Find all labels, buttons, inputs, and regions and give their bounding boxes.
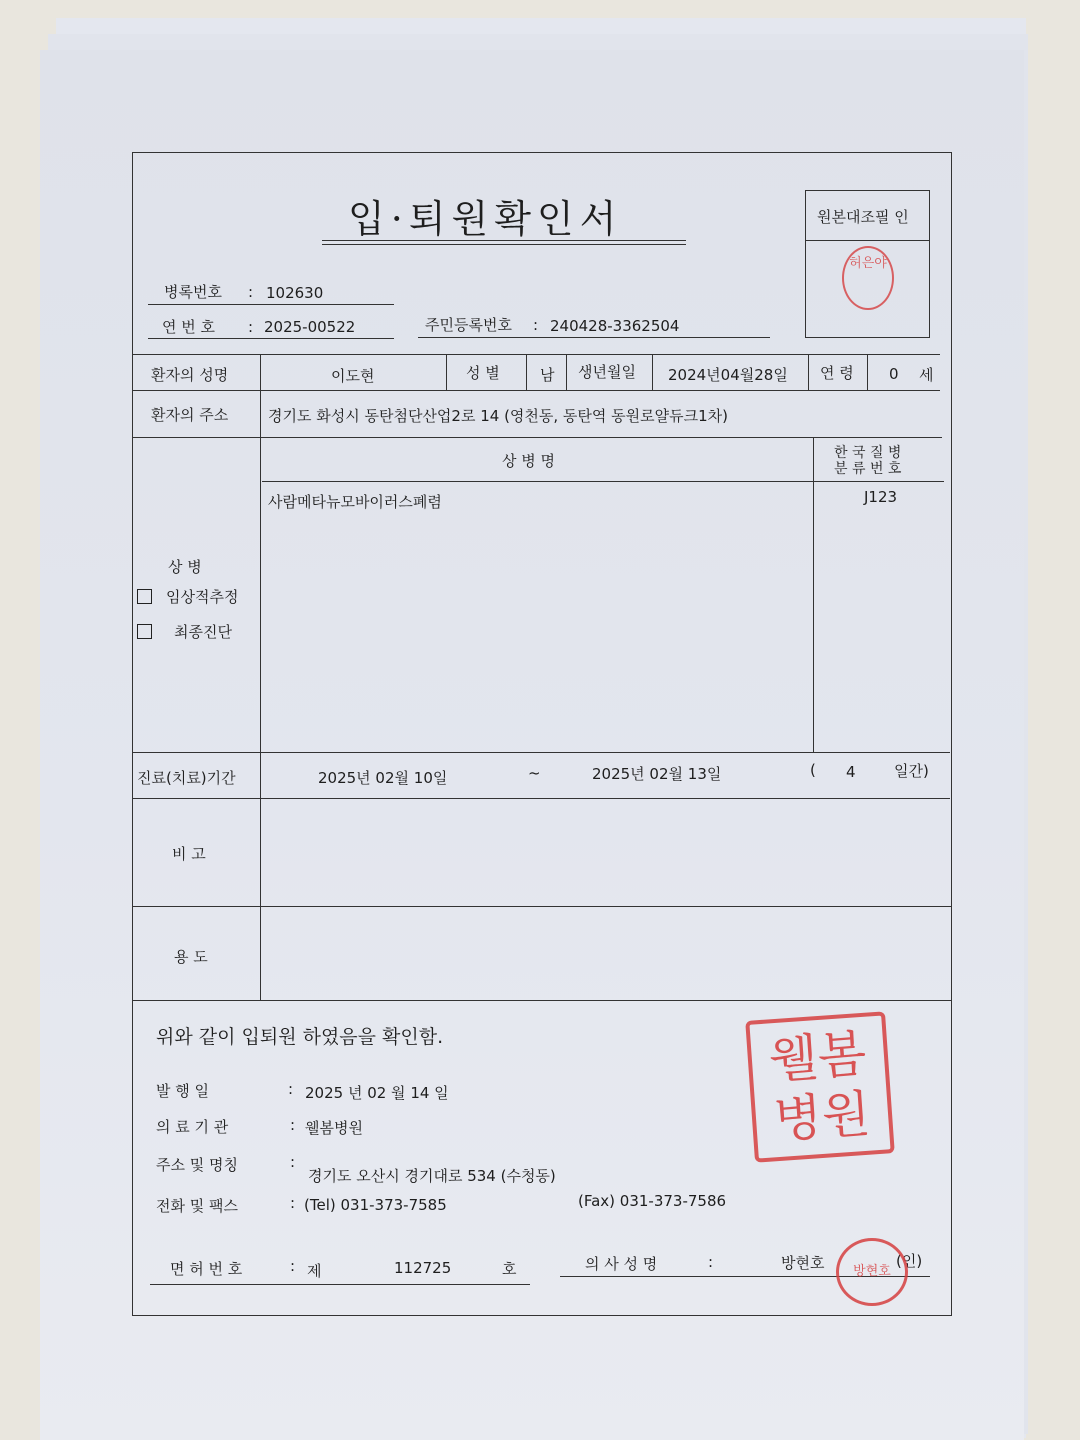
license-number: 112725: [394, 1259, 452, 1277]
treatment-to: 2025년 02월 13일: [592, 765, 722, 783]
institution-name: 웰봄병원: [305, 1119, 363, 1137]
dob-value-divider: [808, 354, 809, 390]
seal-mark: (인): [896, 1252, 923, 1270]
phone-fax-label: 전화 및 팩스: [156, 1197, 238, 1215]
disease-code: J123: [864, 488, 898, 506]
address-label: 환자의 주소: [151, 406, 229, 424]
disease-code-header-2: 분 류 번 호: [834, 461, 902, 477]
issue-date: 2025 년 02 월 14 일: [305, 1084, 449, 1102]
serial-no-underline: [148, 338, 394, 339]
record-no-label: 병록번호: [164, 283, 222, 301]
treatment-period-label: 진료(치료)기간: [137, 769, 236, 787]
final-diagnosis-label: 최종진단: [174, 623, 232, 641]
record-no-underline: [148, 304, 394, 305]
license-suffix: 호: [502, 1260, 517, 1278]
resident-no-colon: :: [533, 316, 539, 334]
disease-code-header-1: 한 국 질 병: [834, 445, 902, 461]
issue-date-label: 발 행 일: [156, 1082, 210, 1100]
document-title: 입·퇴원확인서: [348, 197, 623, 241]
doctor-name-label: 의 사 성 명: [585, 1255, 658, 1273]
serial-no-label: 연 번 호: [162, 318, 216, 336]
hospital-seal: 웰봄병원: [745, 1011, 895, 1162]
doctor-name: 방현호: [781, 1254, 825, 1272]
title-underline: [322, 240, 686, 241]
age-label-divider: [867, 354, 868, 390]
license-no-colon: :: [290, 1257, 296, 1275]
disease-name: 사람메타뉴모바이러스폐렴: [268, 493, 442, 511]
confirmation-statement: 위와 같이 입퇴원 하였음을 확인함.: [156, 1026, 444, 1048]
fax-number: (Fax) 031-373-7586: [578, 1192, 727, 1210]
clinical-estimate-label: 임상적추정: [166, 588, 239, 606]
institution-colon: :: [290, 1116, 296, 1134]
age-label: 연 령: [820, 364, 854, 382]
address-value: 경기도 화성시 동탄첨단산업2로 14 (영천동, 동탄역 동원로얄듀크1차): [268, 407, 728, 425]
sex-label: 성 별: [466, 364, 500, 382]
license-prefix: 제: [307, 1262, 322, 1280]
row-line-3: [132, 437, 942, 438]
dob-value: 2024년04월28일: [668, 366, 788, 384]
diagnosis-section-label: 상 병: [168, 558, 202, 576]
age-value: 0: [889, 365, 899, 383]
sex-label-divider: [526, 354, 527, 390]
serial-no-value: 2025-00522: [264, 318, 356, 336]
record-no-value: 102630: [266, 284, 324, 302]
resident-no-value: 240428-3362504: [550, 317, 680, 335]
patient-name: 이도현: [331, 367, 375, 385]
resident-no-underline: [418, 337, 770, 338]
serial-no-colon: :: [248, 318, 254, 336]
resident-no-label: 주민등록번호: [425, 316, 512, 334]
institution-label: 의 료 기 관: [156, 1118, 229, 1136]
row-line-2: [132, 390, 940, 391]
row-line-7: [132, 1000, 952, 1001]
verification-box-divider: [805, 240, 930, 241]
days-open-paren: (: [810, 761, 816, 779]
treatment-days: 4: [846, 763, 856, 781]
treatment-tilde: ~: [528, 764, 541, 782]
patient-name-label: 환자의 성명: [151, 366, 229, 384]
tel-number: (Tel) 031-373-7585: [304, 1196, 447, 1214]
doctor-seal: 방현호: [836, 1238, 908, 1306]
hospital-address-colon: :: [290, 1153, 296, 1171]
disease-name-header: 상 병 명: [502, 452, 556, 470]
name-col-divider: [446, 354, 447, 390]
treatment-days-unit: 일간): [894, 762, 929, 780]
hospital-address-label: 주소 및 명칭: [156, 1156, 238, 1174]
clinical-estimate-checkbox[interactable]: [137, 589, 152, 604]
dob-label-divider: [652, 354, 653, 390]
label-col-divider: [260, 354, 261, 1000]
row-line-6: [132, 906, 952, 907]
sex-value: 남: [540, 366, 555, 384]
code-col-divider: [813, 437, 814, 752]
record-no-colon: :: [248, 283, 254, 301]
dob-label: 생년월일: [578, 363, 636, 381]
hospital-address: 경기도 오산시 경기대로 534 (수청동): [308, 1167, 556, 1185]
sex-value-divider: [566, 354, 567, 390]
phone-fax-colon: :: [290, 1194, 296, 1212]
verifier-seal: 허은야: [842, 246, 894, 310]
original-verification-label: 원본대조필 인: [817, 208, 909, 226]
final-diagnosis-checkbox[interactable]: [137, 624, 152, 639]
row-line-4: [132, 752, 950, 753]
disease-header-line: [262, 481, 944, 482]
row-line-1: [132, 354, 940, 355]
remarks-label: 비 고: [172, 845, 206, 863]
treatment-from: 2025년 02월 10일: [318, 769, 448, 787]
doctor-name-colon: :: [708, 1253, 714, 1271]
license-underline: [150, 1284, 530, 1285]
title-underline-2: [322, 244, 686, 245]
purpose-label: 용 도: [174, 948, 208, 966]
row-line-5: [132, 798, 950, 799]
age-unit: 세: [919, 366, 934, 384]
license-no-label: 면 허 번 호: [170, 1260, 243, 1278]
issue-date-colon: :: [288, 1080, 294, 1098]
